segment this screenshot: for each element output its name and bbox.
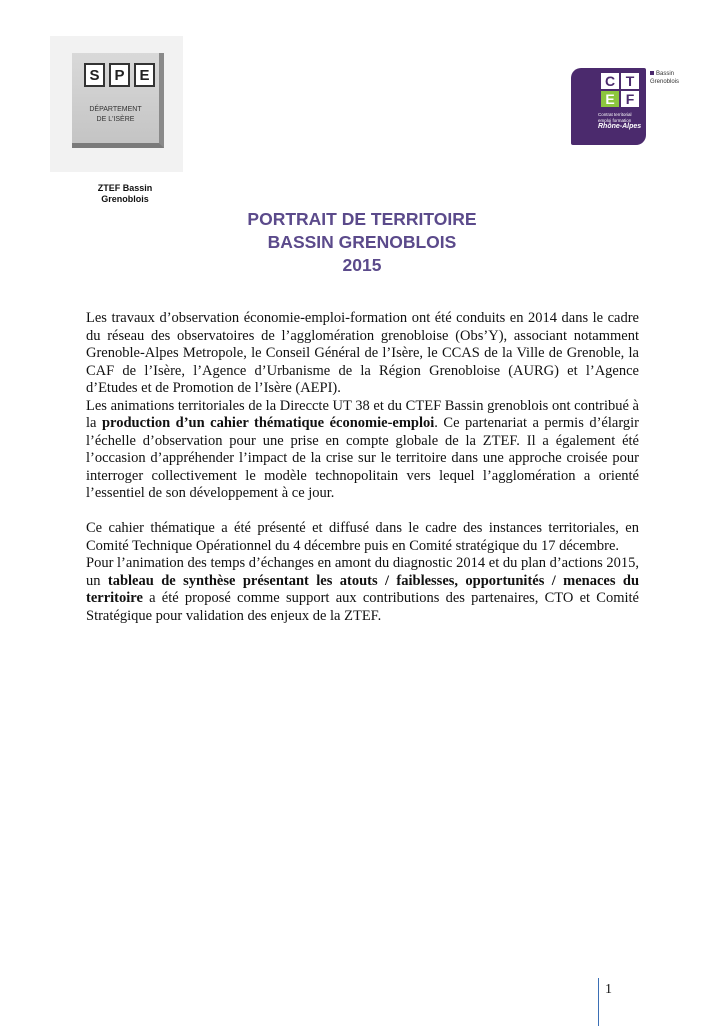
spe-logo [50,36,183,204]
paragraph-animations [86,398,639,503]
text-run: Pour l’animation des temps d’échanges en amont du diagnostic 2014 et du plan d’actions 2015, un [86,555,639,589]
document-title [0,208,724,277]
spe-letter: S [84,63,105,87]
text-run: Les animations territoriales de la Direccte UT 38 et du CTEF Bassin grenoblois ont contribué à la [86,397,639,431]
text-run: . Ce partenariat a permis d’élargir l’échelle d’observation pour une prise en compte globale de la ZTEF. Il a également été l’occasion d’appréhender l’impact de la crise sur le territoire dans une approche croisée pour interroger collectivement le modèle technopolitain vers lequel l’agglomération a orienté l’essentiel de son développement à ce jour. [86,415,639,501]
ctef-letter: C [601,73,619,89]
paragraph-gap [86,503,639,521]
ctef-bassin-tag [650,70,679,86]
bassin-tag-line: Bassin [656,71,675,77]
spe-department-label [72,105,159,125]
spe-letters [84,63,155,87]
spe-dept-line: DÉPARTEMENT [89,106,142,113]
paragraph-observation: Les travaux d’observation économie-emploi-formation ont été conduits en 2014 dans le cadre du réseau des observatoires de l’agglomération grenobloise (Obs’Y), associant notamment Grenoble-Alpes Metropole, le Conseil Général de l’Isère, le CCAS de la Ville de Grenoble, la CAF de l’Isère, l’Agence d’Urbanisme de la Région Grenobloise (AURG) et l’Agence d’Etudes et de Promotion de l’Isère (AEPI). [86,310,639,396]
ctef-text-line: emploi formation [598,118,632,123]
bold-text-run: production d’un cahier thématique économie-emploi [101,415,435,431]
ctef-region: Rhône-Alpes [598,123,642,130]
ctef-letter: E [601,91,619,107]
bullet-square-icon [650,71,654,75]
ctef-logo [571,68,646,145]
ctef-letter-grid [601,73,639,107]
ctef-letter: F [621,91,639,107]
page-number: 1 [598,978,612,1026]
spe-caption [50,183,200,205]
spe-caption-line: Grenoblois [101,194,149,204]
bassin-tag-line: Grenoblois [650,79,680,85]
spe-dept-line: DE L'ISÈRE [96,116,135,123]
spe-letter: P [109,63,130,87]
bold-text-run: tableau de synthèse présentant les atouts / faiblesses, opportunités / menaces du territoire [86,572,640,606]
title-line: BASSIN GRENOBLOIS [267,232,457,252]
paragraph-synthese [86,555,639,625]
spe-letter: E [134,63,155,87]
ctef-letter: T [621,73,639,89]
document-body [86,310,639,625]
title-year: 2015 [342,255,382,275]
title-line: PORTRAIT DE TERRITOIRE [247,209,477,229]
ctef-logo-text [598,112,644,130]
paragraph-cahier: Ce cahier thématique a été présenté et diffusé dans le cadre des instances territoriales, en Comité Technique Opérationnel du 4 décembre puis en Comité stratégique du 17 décembre. [86,520,639,554]
spe-caption-line: ZTEF Bassin [97,183,153,193]
text-run: a été proposé comme support aux contributions des partenaires, CTO et Comité Stratégique pour validation des enjeux de la ZTEF. [86,590,639,624]
ctef-text-line: Contrat territorial [598,112,632,117]
spe-logo-block [72,53,164,148]
